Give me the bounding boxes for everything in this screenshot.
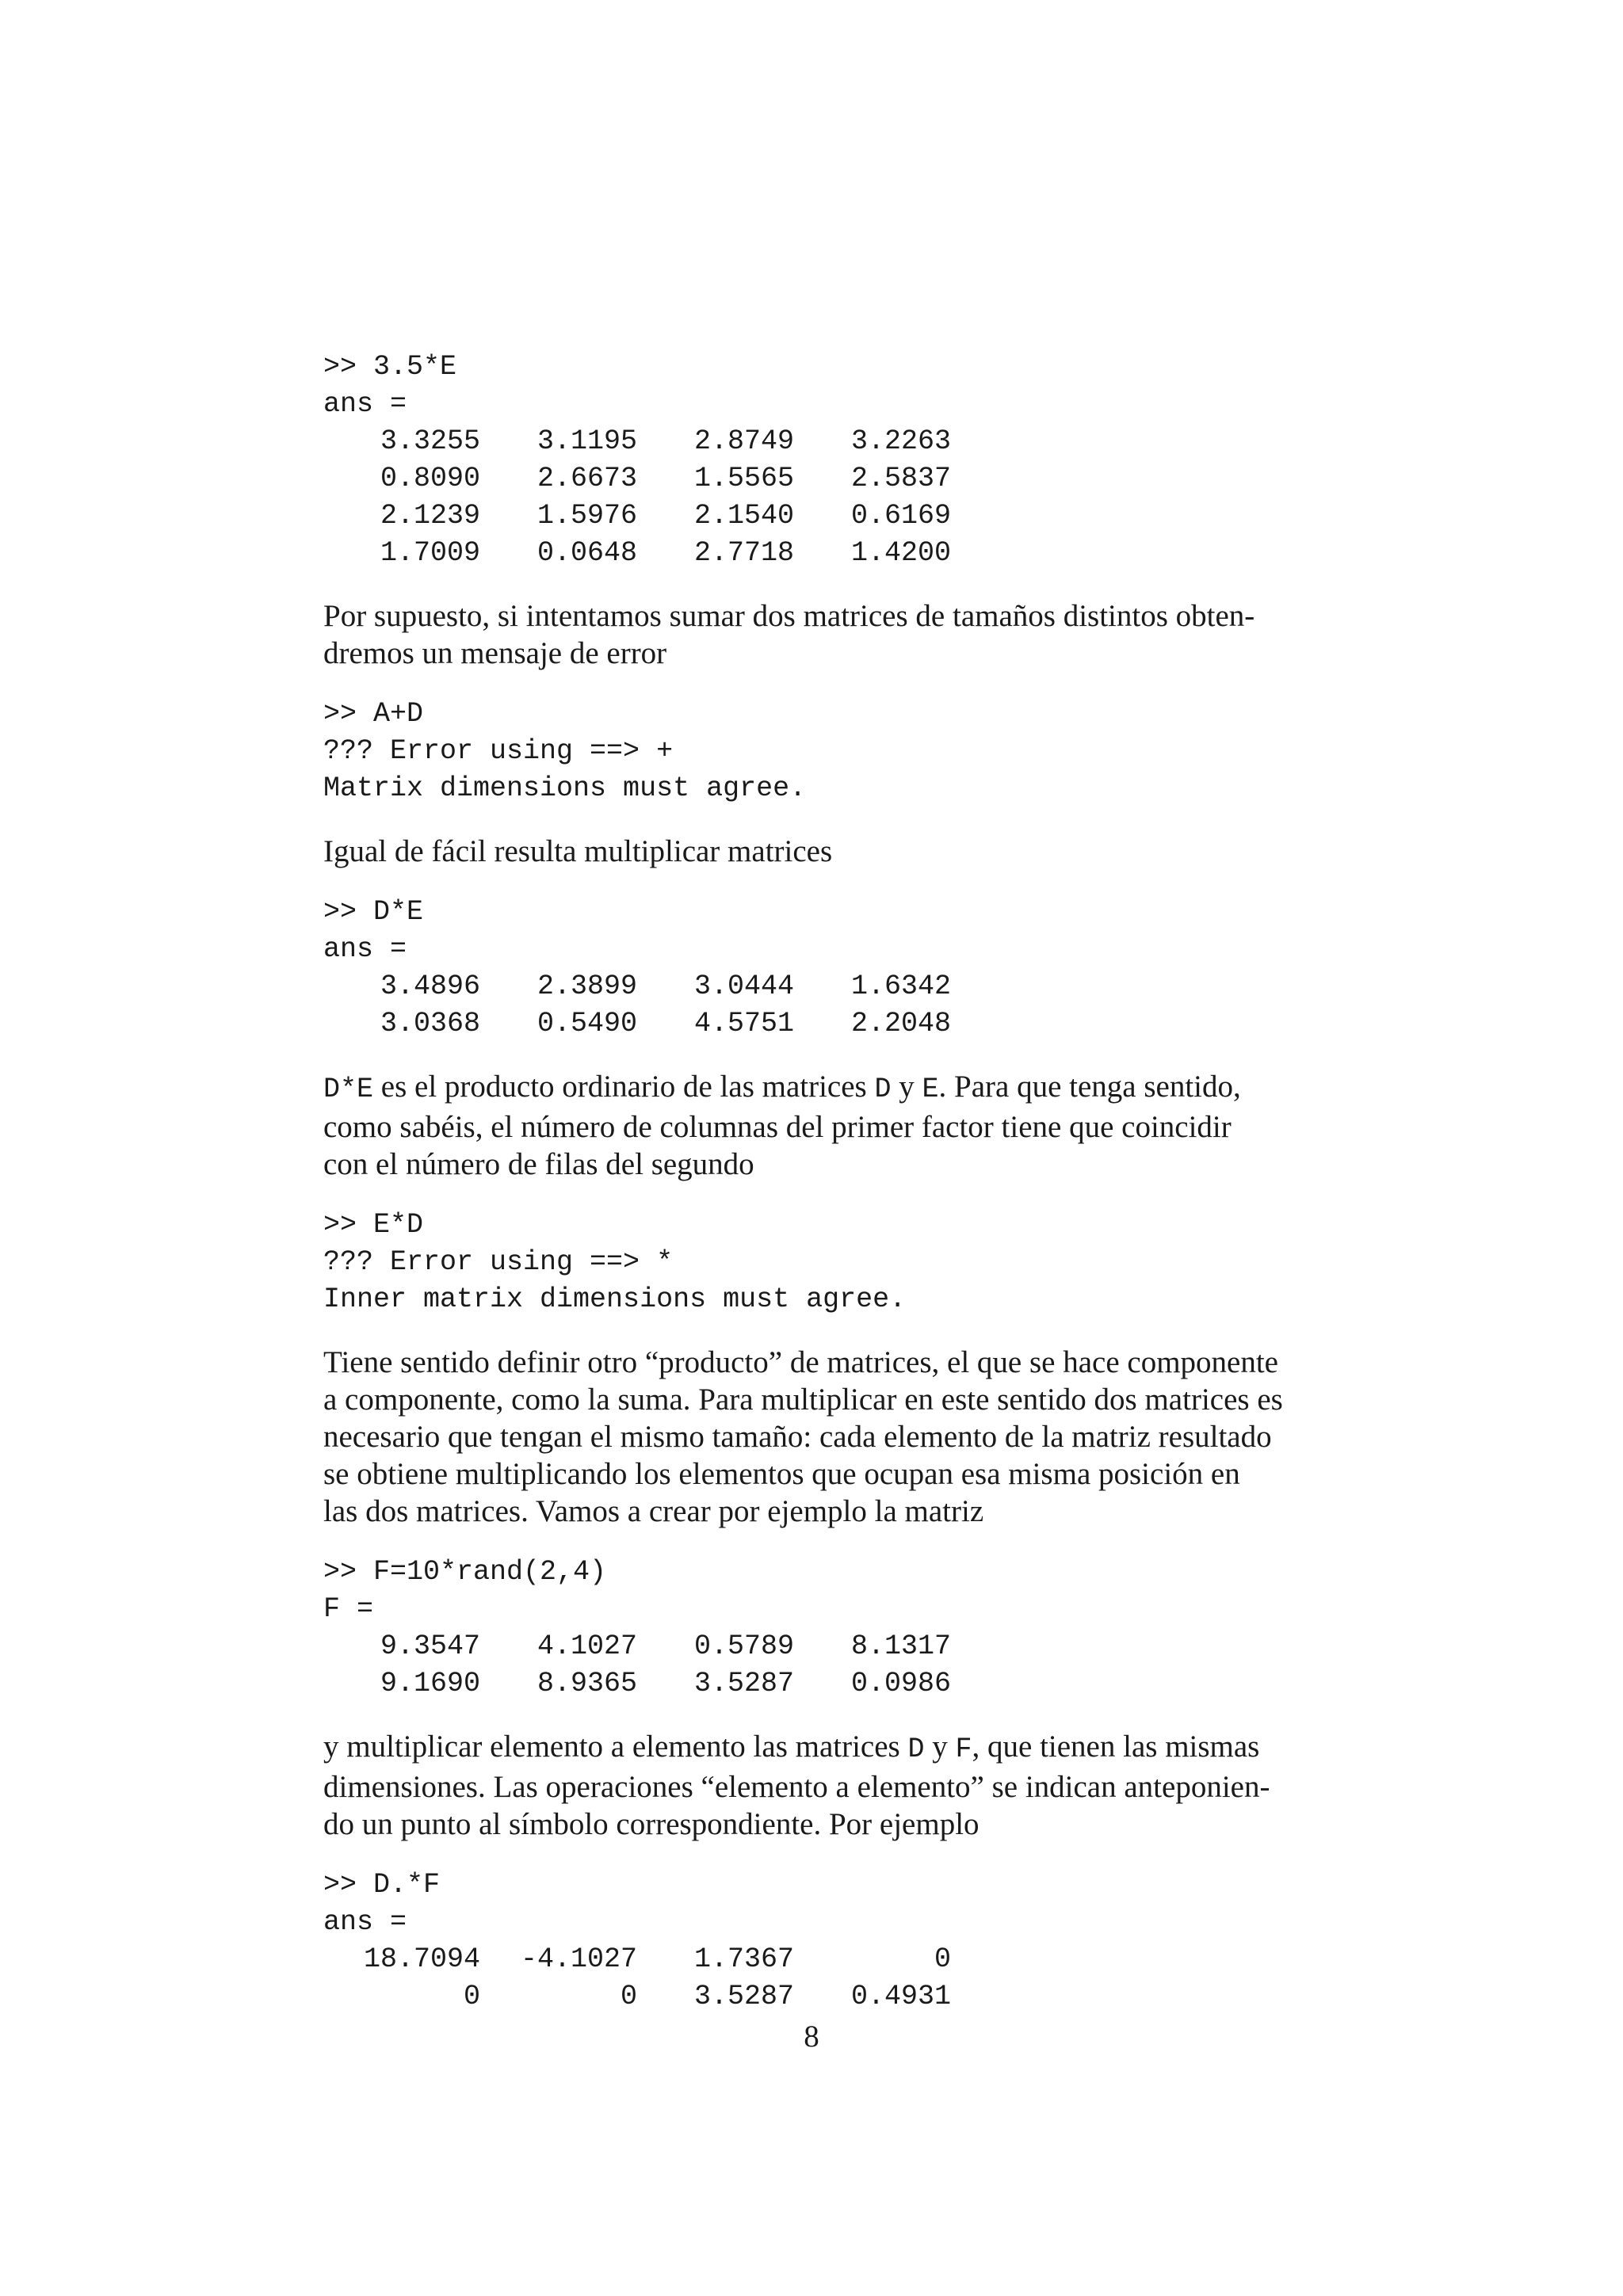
matrix-row — [323, 1628, 1306, 1665]
matrix-cell: 8.1317 — [850, 1630, 951, 1662]
command-line: >> F=10*rand(2,4) — [323, 1556, 607, 1588]
matrix-row — [323, 460, 1306, 498]
matrix-cell: 2.1239 — [380, 500, 480, 532]
matrix-cell: 0.6169 — [850, 500, 951, 532]
command-line: >> E*D — [323, 1209, 424, 1241]
matrix-cell: 1.6342 — [850, 971, 951, 1002]
paragraph-line: Igual de fácil resulta multiplicar matrices — [323, 834, 833, 868]
matrix-cell: 4.1027 — [537, 1630, 637, 1662]
matrix-cell: 3.1195 — [537, 425, 637, 457]
code-block-matrix-product — [323, 894, 1306, 1043]
error-line: Inner matrix dimensions must agree. — [323, 1283, 907, 1315]
matrix-row — [323, 968, 1306, 1005]
matrix-row — [323, 1005, 1306, 1043]
matrix-cell: 2.8749 — [693, 425, 794, 457]
paragraph-line: se obtiene multiplicando los elementos que ocupan esa misma posición en — [323, 1457, 1240, 1491]
paragraph-line: Tiene sentido definir otro “producto” de matrices, el que se hace componente — [323, 1345, 1278, 1379]
inline-code: F — [955, 1733, 972, 1765]
paragraph-size-mismatch — [323, 597, 1306, 672]
text-span: y — [924, 1730, 956, 1764]
matrix-cell: 0 — [463, 1981, 480, 2012]
matrix-cell: 3.5287 — [693, 1981, 794, 2012]
output-label: ans = — [323, 1906, 407, 1938]
output-label: ans = — [323, 388, 407, 420]
matrix-cell: 0.5789 — [693, 1630, 794, 1662]
matrix-cell: 2.1540 — [693, 500, 794, 532]
matrix-cell: 8.9365 — [537, 1668, 637, 1699]
matrix-cell: 9.1690 — [380, 1668, 480, 1699]
matrix-row — [323, 498, 1306, 535]
code-block-product-error — [323, 1207, 1306, 1318]
paragraph-line — [323, 1728, 1306, 1768]
matrix-cell: 0.0986 — [850, 1668, 951, 1699]
matrix-row — [323, 1665, 1306, 1703]
matrix-row — [323, 1941, 1306, 1978]
matrix-cell: 0.5490 — [537, 1008, 637, 1039]
page-content — [323, 349, 1306, 2016]
paragraph-line: dimensiones. Las operaciones “elemento a elemento” se indican anteponien- — [323, 1770, 1270, 1804]
paragraph-elementwise — [323, 1344, 1306, 1530]
matrix-cell: 0.0648 — [537, 537, 637, 569]
matrix-cell: 18.7094 — [363, 1943, 480, 1975]
matrix-cell: 1.7009 — [380, 537, 480, 569]
matrix-cell: 1.5976 — [537, 500, 637, 532]
matrix-row — [323, 1978, 1306, 2016]
matrix-cell: 2.2048 — [850, 1008, 951, 1039]
matrix-cell: 1.7367 — [693, 1943, 794, 1975]
paragraph-line: como sabéis, el número de columnas del primer factor tiene que coincidir — [323, 1110, 1232, 1144]
command-line: >> 3.5*E — [323, 351, 457, 383]
error-line: ??? Error using ==> + — [323, 735, 674, 767]
matrix-row — [323, 423, 1306, 460]
matrix-cell: 3.0368 — [380, 1008, 480, 1039]
matrix-cell: 0 — [934, 1943, 951, 1975]
output-label: F = — [323, 1593, 374, 1625]
matrix-cell: 2.7718 — [693, 537, 794, 569]
text-span: y multiplicar elemento a elemento las matrices — [323, 1730, 908, 1764]
matrix-cell: 4.5751 — [693, 1008, 794, 1039]
code-block-elementwise-product — [323, 1867, 1306, 2016]
matrix-cell: 2.3899 — [537, 971, 637, 1002]
matrix-cell: 9.3547 — [380, 1630, 480, 1662]
page-number: 8 — [804, 2019, 819, 2054]
paragraph-line: necesario que tengan el mismo tamaño: cada elemento de la matriz resultado — [323, 1420, 1272, 1454]
inline-code: E — [922, 1074, 939, 1105]
inline-code: D — [874, 1074, 892, 1105]
text-span: , que tienen las mismas — [972, 1730, 1260, 1764]
error-line: Matrix dimensions must agree. — [323, 772, 807, 804]
matrix-cell: 3.0444 — [693, 971, 794, 1002]
paragraph-line: con el número de filas del segundo — [323, 1147, 754, 1181]
error-line: ??? Error using ==> * — [323, 1246, 674, 1278]
inline-code: D — [907, 1733, 925, 1765]
matrix-cell: 2.6673 — [537, 463, 637, 494]
matrix-cell: 0.4931 — [850, 1981, 951, 2012]
inline-code: D*E — [323, 1074, 374, 1105]
paragraph-line: las dos matrices. Vamos a crear por ejemplo la matriz — [323, 1494, 984, 1528]
paragraph-dot-operator — [323, 1728, 1306, 1843]
paragraph-line: Por supuesto, si intentamos sumar dos matrices de tamaños distintos obten- — [323, 599, 1255, 633]
matrix-cell: 3.5287 — [693, 1668, 794, 1699]
output-label: ans = — [323, 933, 407, 965]
code-block-scalar-multiply — [323, 349, 1306, 572]
paragraph-ordinary-product — [323, 1068, 1306, 1183]
matrix-cell: 0.8090 — [380, 463, 480, 494]
text-span: . Para que tenga sentido, — [938, 1070, 1241, 1104]
text-span: y — [891, 1070, 922, 1104]
matrix-row — [323, 535, 1306, 572]
matrix-cell: -4.1027 — [520, 1943, 637, 1975]
command-line: >> D.*F — [323, 1869, 441, 1901]
paragraph-line: do un punto al símbolo correspondiente. Por ejemplo — [323, 1807, 980, 1841]
matrix-cell: 2.5837 — [850, 463, 951, 494]
matrix-cell: 3.4896 — [380, 971, 480, 1002]
matrix-cell: 3.2263 — [850, 425, 951, 457]
matrix-cell: 1.4200 — [850, 537, 951, 569]
code-block-add-error — [323, 696, 1306, 807]
paragraph-multiply-easy — [323, 833, 1306, 870]
command-line: >> D*E — [323, 896, 424, 928]
command-line: >> A+D — [323, 698, 424, 730]
text-span: es el producto ordinario de las matrices — [373, 1070, 875, 1104]
code-block-rand-matrix — [323, 1554, 1306, 1703]
matrix-cell: 0 — [620, 1981, 637, 2012]
matrix-cell: 3.3255 — [380, 425, 480, 457]
matrix-cell: 1.5565 — [693, 463, 794, 494]
paragraph-line: dremos un mensaje de error — [323, 636, 667, 670]
paragraph-line: a componente, como la suma. Para multiplicar en este sentido dos matrices es — [323, 1383, 1283, 1417]
paragraph-line — [323, 1068, 1306, 1108]
